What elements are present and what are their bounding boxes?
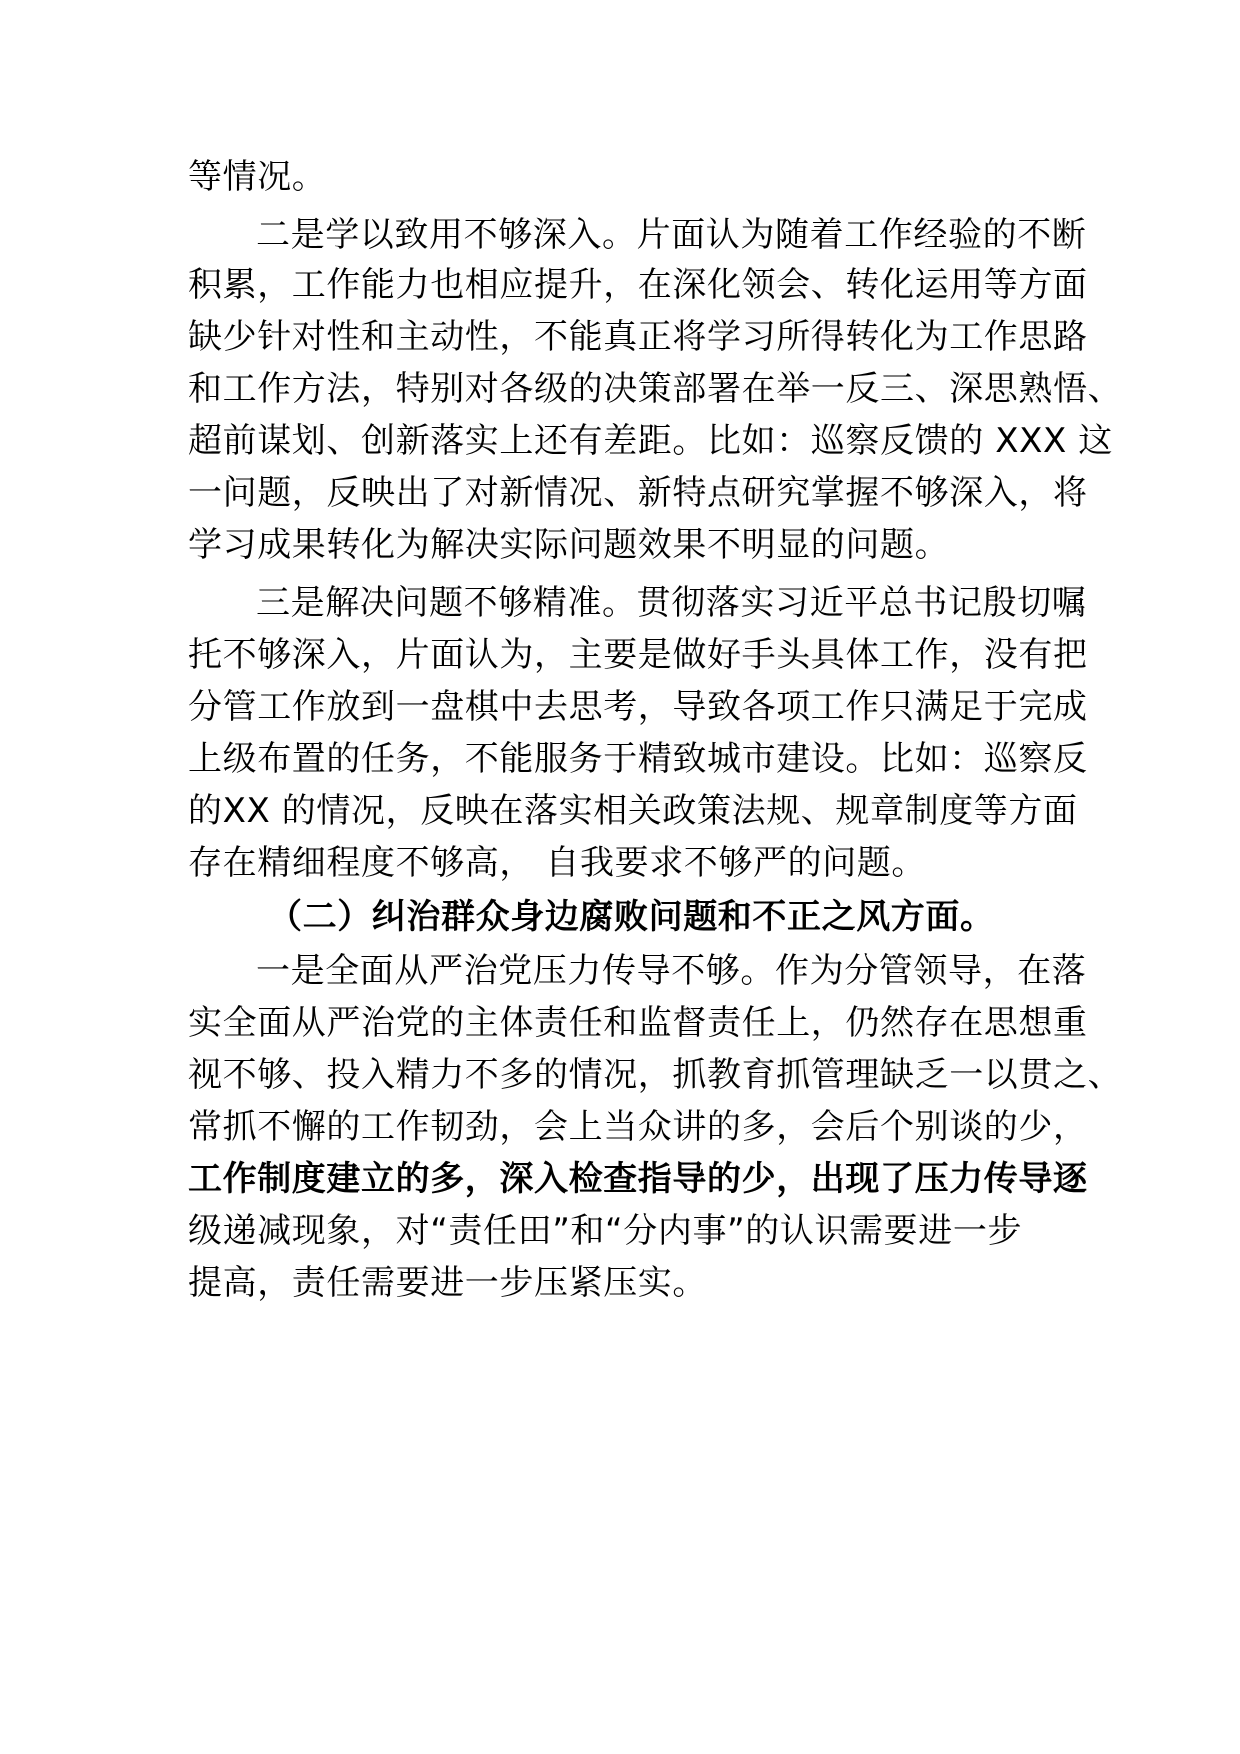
paragraph-line: 的XX 的情况，反映在落实相关政策法规、规章制度等方面 <box>188 791 1078 831</box>
paragraph-line: 工作制度建立的多，深入检查指导的少，出现了压力传导逐 <box>188 1159 1088 1199</box>
paragraph-line: 积累，工作能力也相应提升，在深化领会、转化运用等方面 <box>188 265 1088 305</box>
paragraph-line: 上级布置的任务，不能服务于精致城市建设。比如：巡察反 <box>188 739 1088 779</box>
paragraph-line: 等情况。 <box>188 157 327 197</box>
paragraph-line: 托不够深入，片面认为，主要是做好手头具体工作，没有把 <box>188 635 1088 675</box>
paragraph-line: 和工作方法，特别对各级的决策部署在举一反三、深思熟悟、 <box>188 369 1123 409</box>
paragraph-line: 分管工作放到一盘棋中去思考，导致各项工作只满足于完成 <box>188 687 1088 727</box>
paragraph-line: 二是学以致用不够深入。片面认为随着工作经验的不断 <box>256 215 1087 255</box>
paragraph-line: 缺少针对性和主动性，不能真正将学习所得转化为工作思路 <box>188 317 1088 357</box>
paragraph-line: 常抓不懈的工作韧劲，会上当众讲的多，会后个别谈的少， <box>188 1107 1088 1147</box>
paragraph-line: 视不够、投入精力不多的情况，抓教育抓管理缺乏一以贯之、 <box>188 1055 1123 1095</box>
paragraph-line: 实全面从严治党的主体责任和监督责任上，仍然存在思想重 <box>188 1003 1088 1043</box>
paragraph-line: 一是全面从严治党压力传导不够。作为分管领导，在落 <box>256 951 1087 991</box>
paragraph-line: 学习成果转化为解决实际问题效果不明显的问题。 <box>188 525 950 565</box>
paragraph-line: 三是解决问题不够精准。贯彻落实习近平总书记殷切嘱 <box>256 583 1087 623</box>
section-heading: （二）纠治群众身边腐败问题和不正之风方面。 <box>268 897 995 937</box>
paragraph-line: 存在精细程度不够高， 自我要求不够严的问题。 <box>188 843 927 883</box>
paragraph-line: 提高，责任需要进一步压紧压实。 <box>188 1263 707 1303</box>
paragraph-line: 超前谋划、创新落实上还有差距。比如：巡察反馈的 XXX 这 <box>188 421 1113 461</box>
paragraph-line: 一问题，反映出了对新情况、新特点研究掌握不够深入，将 <box>188 473 1088 513</box>
paragraph-line: 级递减现象，对“责任田”和“分内事”的认识需要进一步 <box>188 1211 1023 1251</box>
